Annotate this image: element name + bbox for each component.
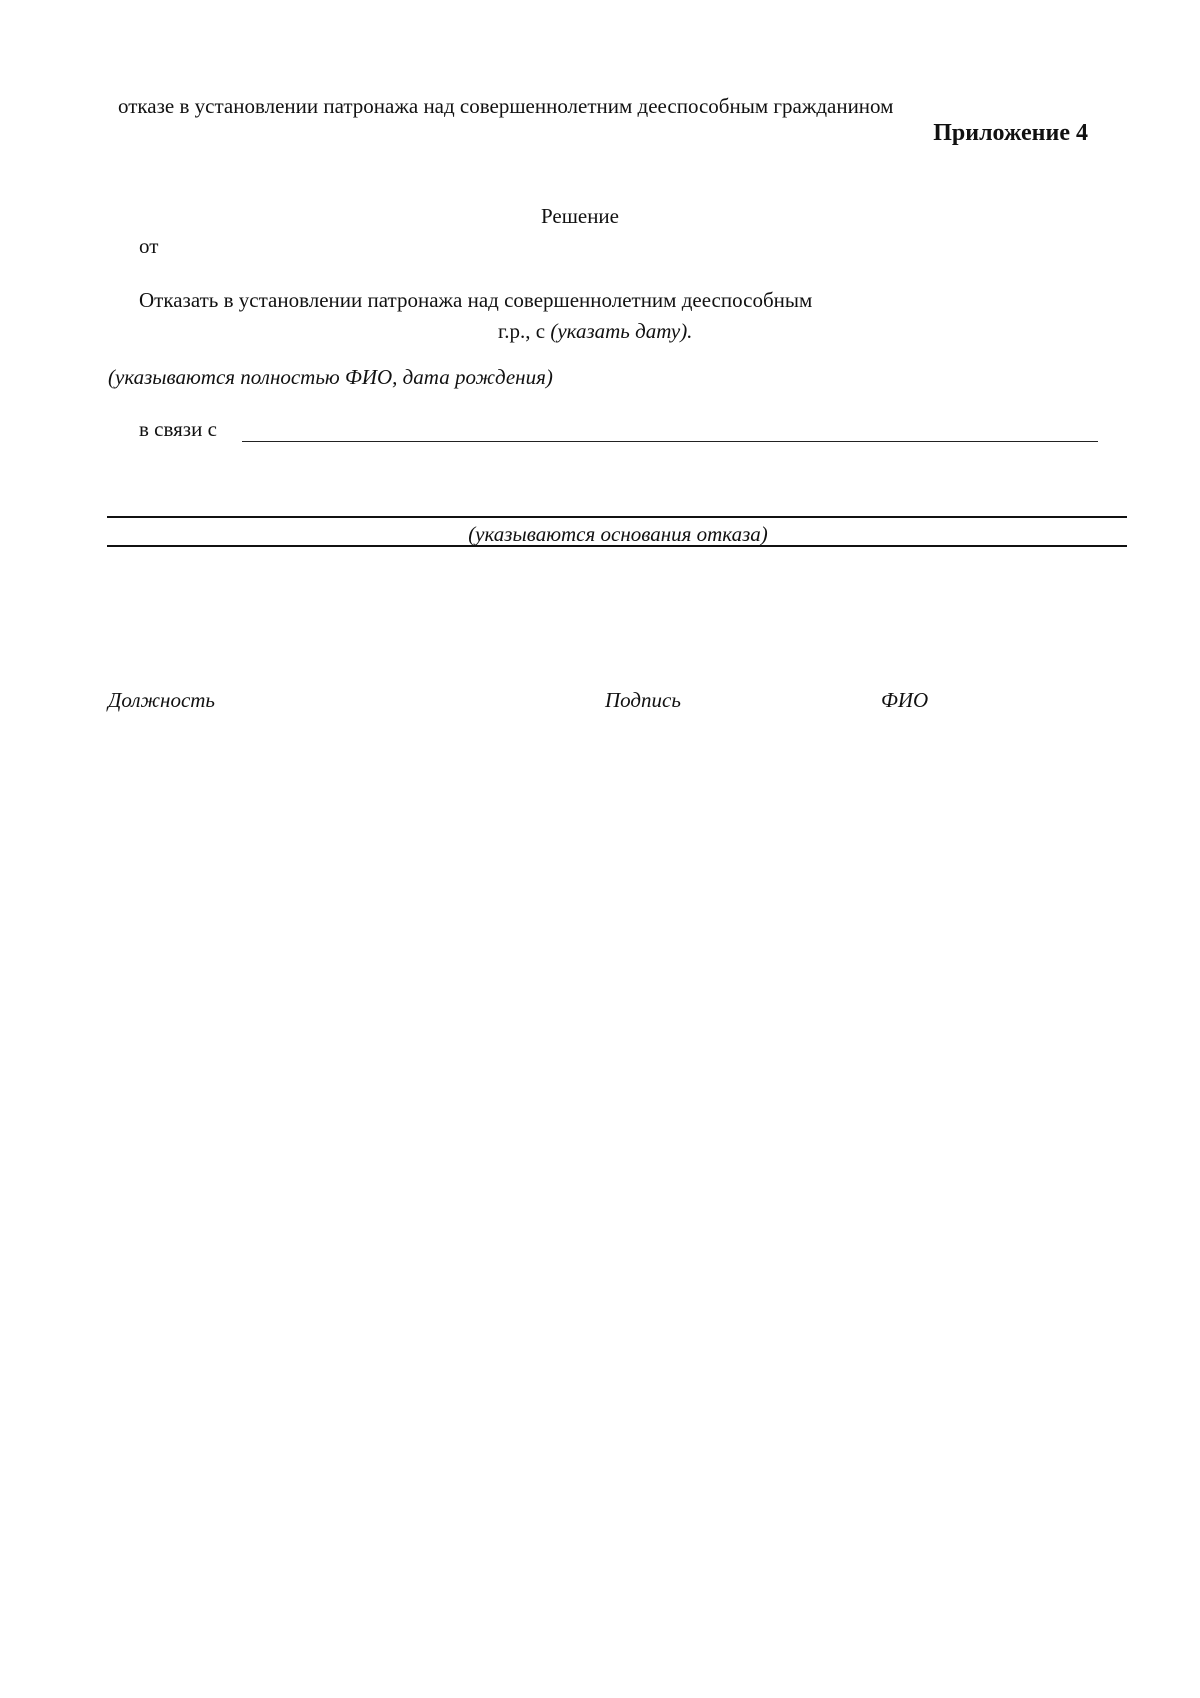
appendix-label: Приложение 4 bbox=[933, 120, 1088, 146]
fio-label: ФИО bbox=[881, 688, 929, 712]
document-header-line: отказе в установлении патронажа над совершеннолетним дееспособным гражданином bbox=[118, 94, 894, 118]
reason-label: в связи с bbox=[139, 417, 217, 441]
signature-label: Подпись bbox=[605, 688, 681, 712]
position-label: Должность bbox=[108, 688, 215, 712]
date-hint: (указать дату). bbox=[550, 319, 693, 343]
document-title: Решение bbox=[540, 204, 619, 228]
birth-year-text: г.р., с bbox=[498, 319, 546, 343]
date-from-label: от bbox=[139, 234, 159, 258]
fio-note: (указываются полностью ФИО, дата рождения) bbox=[108, 365, 553, 389]
birth-date-line bbox=[498, 321, 692, 342]
grounds-note: (указываются основания отказа) bbox=[468, 522, 768, 546]
grounds-rule-top bbox=[107, 516, 1127, 518]
reason-underline bbox=[242, 441, 1098, 442]
refusal-statement: Отказать в установлении патронажа над совершеннолетним дееспособным bbox=[139, 288, 813, 312]
grounds-rule-bottom bbox=[107, 545, 1127, 547]
